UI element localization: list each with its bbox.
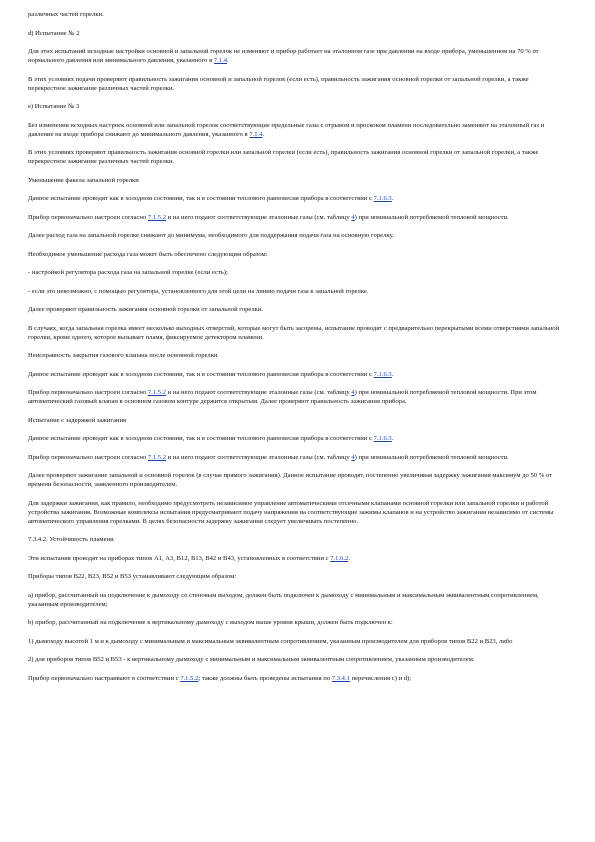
paragraph-text: Данное испытание проводят как в холодном состоянии, так и в состоянии теплового равновесия прибора в соответствии с [28, 370, 374, 378]
cross-reference-link[interactable]: 7.1.6.3 [373, 370, 392, 378]
paragraph-text: Уменьшение факела запальной горелки [28, 176, 139, 184]
cross-reference-link[interactable]: 7.1.5.2 [147, 213, 167, 221]
paragraph-text: Данное испытание проводят как в холодном состоянии, так и в состоянии теплового равновесия прибора в соответствии с [28, 435, 374, 442]
cross-reference-link[interactable]: 7.1.4 [213, 57, 228, 64]
paragraph [28, 324, 567, 342]
paragraph [28, 176, 567, 185]
paragraph [28, 370, 567, 379]
paragraph [28, 75, 567, 93]
paragraph-text: Приборы типов В22, В23, В52 и В53 устанавливают следующим образом: [28, 573, 237, 580]
cross-reference-link[interactable]: 4 [351, 213, 355, 221]
paragraph-text: - настройкой регулятора расхода газа на запальной горелке (если есть); [28, 269, 228, 276]
paragraph [28, 47, 567, 65]
paragraph-text: В этих условиях подачи проверяют правильность зажигания основной и запальной горелок (если есть), правильность зажигания основной горелки от запальной горелки, а также перекрестное зажигание различных частей горелки. [28, 75, 529, 92]
paragraph-text: Испытание с задержкой зажигания [28, 416, 127, 424]
paragraph-text: d) Испытание № 2 [28, 29, 80, 37]
paragraph [28, 268, 567, 277]
paragraph-text: e) Испытание № 3 [28, 103, 80, 110]
paragraph-text: Далее проверяют правильность зажигания основной горелки от запальной горелки. [28, 306, 264, 313]
paragraph [28, 10, 567, 19]
cross-reference-link[interactable]: 7.1.6.3 [373, 435, 392, 442]
paragraph-text: 1) дымоходу высотой 1 м и к дымоходу с минимальным и максимальным эквивалентным сопротивлением, указанным производителем для приборов типов В22 и В23, либо [28, 637, 513, 645]
paragraph-text: ; также должны быть проведены испытания по [198, 674, 332, 682]
paragraph-text: - если это невозможно, с помощью регулятора, установленного для этой цели на линию подачи газа к запальной горелке. [28, 287, 369, 295]
paragraph-text: . [391, 370, 394, 378]
paragraph-text: Для этих испытаний исходные настройки основной и запальной горелок не изменяют и прибор работает на эталонном газе при давлении на входе прибора, уменьшенном на 70 % от нормального давления или минимального давления, указанного в [28, 48, 539, 64]
cross-reference-link[interactable]: 7.1.6.3 [373, 195, 392, 202]
cross-reference-link[interactable]: 7.3.4.1 [331, 674, 350, 682]
cross-reference-link[interactable]: 4 [351, 453, 355, 461]
paragraph [28, 287, 567, 296]
cross-reference-link[interactable]: 7.1.6.2 [330, 554, 349, 562]
paragraph-text: . [391, 435, 394, 442]
paragraph-text: Неисправность закрытия газового клапана после основной горелки [28, 352, 218, 359]
paragraph [28, 305, 567, 314]
paragraph-text: и на него подают соответствующие эталонные газы (см. таблицу [166, 389, 352, 396]
paragraph-text: В случаях, когда запальная горелка имеет несколько выходных отверстий, которые могут быть засорены, испытание проводят с предварительно перекрытыми всеми отверстиями запальной горелки, кроме одного, которое вызывает пламя, фиксируемое детектором пламени. [28, 324, 560, 341]
paragraph-text: Без изменения исходных настроек основной или запальной горелок соответствующие предельные газы с отрывом и проскоком пламени последовательно заменяют на эталонный газ и давление на входе прибора снижают до минимального давления, указанного в [28, 121, 545, 138]
paragraph-text: и на него подают соответствующие эталонные газы (см. таблицу [166, 213, 352, 221]
cross-reference-link[interactable]: 7.1.4 [249, 130, 263, 138]
paragraph [28, 250, 567, 259]
paragraph-text: 2) для приборов типов В52 и В53 - к вертикальному дымоходу с минимальным и максимальным эквивалентным сопротивлением, указанным производителем. [28, 656, 475, 663]
paragraph [28, 231, 567, 240]
cross-reference-link[interactable]: 7.1.5.2 [180, 674, 199, 682]
paragraph-text: перечисления c) и d); [349, 674, 412, 682]
cross-reference-link[interactable]: 4 [351, 389, 355, 396]
paragraph [28, 554, 567, 563]
paragraph [28, 572, 567, 581]
paragraph-text: Прибор первоначально настроен согласно [28, 389, 148, 396]
paragraph [28, 674, 567, 683]
paragraph [28, 434, 567, 443]
paragraph-text: . [262, 130, 265, 138]
paragraph-text: ) при номинальной потребляемой тепловой мощности. [354, 213, 509, 221]
paragraph [28, 655, 567, 664]
paragraph-text: В этих условиях проверяют правильность зажигания основной горелки или запальной горелки (если есть), правильность зажигания основной горелки от запальной горелки, а также перекрестное зажигание различных частей горелки. [28, 149, 539, 165]
paragraph [28, 213, 567, 222]
paragraph [28, 618, 567, 627]
paragraph-text: . [348, 554, 350, 562]
paragraph-text: Данное испытание проводят как в холодном состоянии, так и в состоянии теплового равновесия прибора в соответствии с [28, 195, 374, 202]
paragraph-text: различных частей горелки. [28, 11, 104, 18]
cross-reference-link[interactable]: 7.1.5.2 [147, 453, 167, 461]
paragraph-text: Далее расход газа на запальной горелке снижают до минимума, необходимого для поддержания подачи газа на основную горелку. [28, 232, 394, 239]
paragraph-text: Для задержки зажигания, как правило, необходимо предусмотреть независимое управление автоматическими отсечными клапанами основной горелки или запальной горелки и работой устройства зажигания. Возможные комплексы испытания предусматривают подачу напряжения на соответствующие зажимы клапанов и на устройство зажигания независимо от системы автоматического управления горелками. В целях безопасности задержку зажигания следует увеличивать постепенно. [28, 499, 554, 525]
paragraph [28, 351, 567, 360]
paragraph [28, 453, 567, 462]
paragraph [28, 102, 567, 111]
paragraph-text: a) прибор, рассчитанный на подключение к дымоходу со стеновым выходом, должен быть подключен к дымоходу с минимальным и максимальным эквивалентным сопротивлением, указанным производителем; [28, 591, 539, 608]
paragraph [28, 148, 567, 166]
paragraph-text: и на него подают соответствующие эталонные газы (см. таблицу [166, 453, 352, 461]
paragraph [28, 416, 567, 425]
paragraph [28, 591, 567, 609]
paragraph [28, 388, 567, 406]
paragraph-text: Эти испытания проводят на приборах типов А1, А3, В12, В13, В42 и В43, установленных в соответствии с [28, 554, 331, 562]
paragraph [28, 194, 567, 203]
paragraph-text: Прибор первоначально настраивают в соответствии с [28, 674, 181, 682]
paragraph [28, 637, 567, 646]
paragraph-text: Необходимое уменьшение расхода газа может быть обеспечено следующим образом: [28, 250, 268, 258]
paragraph-text: ) при номинальной потребляемой тепловой мощности. При этом автоматический газовый клапан в основном газовом контуре держится открытым. Далее проверяют правильность зажигания прибора. [28, 389, 537, 405]
paragraph-text: Прибор первоначально настроен согласно [28, 213, 148, 221]
paragraph [28, 121, 567, 139]
cross-reference-link[interactable]: 7.1.5.2 [147, 389, 167, 396]
paragraph-text: b) прибор, рассчитанный на подключение к вертикальному дымоходу с выходом выше уровня крыши, должен быть подключен к: [28, 619, 393, 626]
paragraph [28, 471, 567, 489]
paragraph [28, 29, 567, 38]
paragraph-text: . [391, 195, 394, 202]
paragraph [28, 499, 567, 526]
paragraph-text: . [227, 57, 229, 64]
paragraph-text: Прибор первоначально настроен согласно [28, 453, 148, 461]
paragraph-text: 7.3.4.2. Устойчивость пламени [28, 536, 114, 543]
paragraph [28, 535, 567, 544]
paragraph-text: Далее проверяют зажигание запальной и основной горелок (в случае прямого зажигания). Данное испытание проводят, постепенно увеличивая задержку зажигания максимум до 50 % от времени безопасности, заявленного производителем. [28, 472, 552, 488]
paragraph-text: ) при номинальной потребляемой тепловой мощности. [354, 453, 509, 461]
